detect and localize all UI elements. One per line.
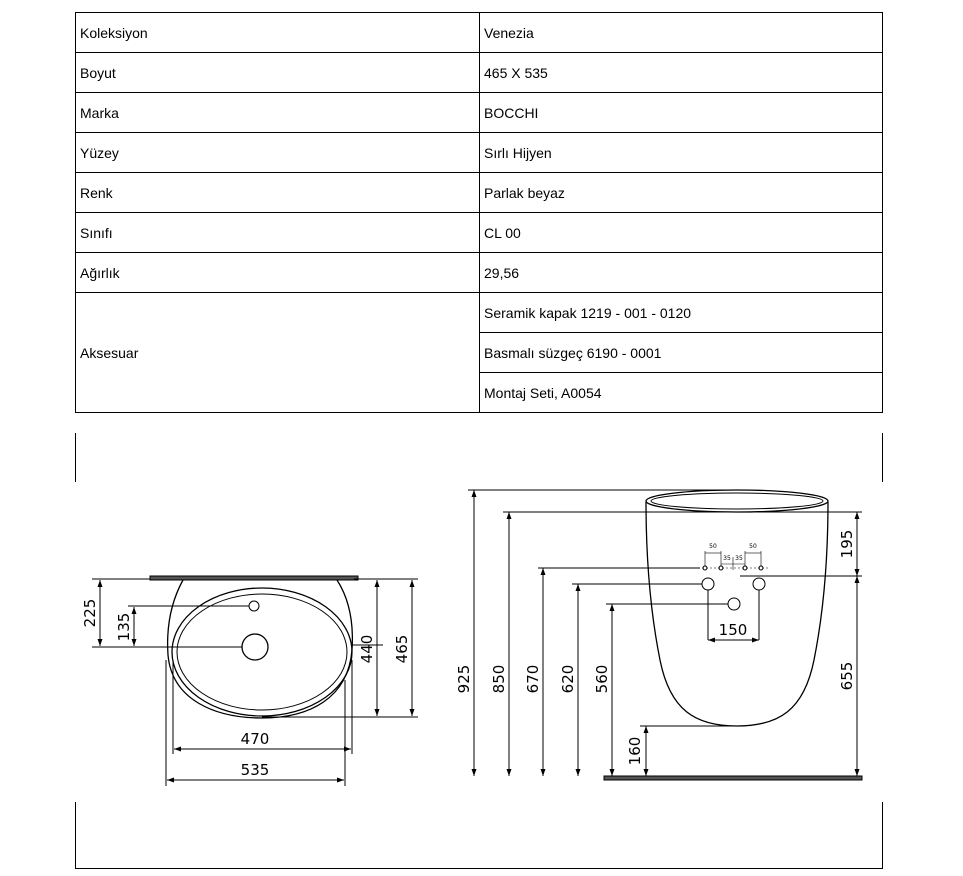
spec-label: Koleksiyon — [76, 13, 480, 53]
dim-850 — [507, 512, 512, 776]
spec-label: Ağırlık — [76, 253, 480, 293]
spec-value: CL 00 — [480, 213, 883, 253]
spec-value: Parlak beyaz — [480, 173, 883, 213]
dim-label-620: 620 — [559, 664, 577, 694]
side-hole-drain — [728, 598, 740, 610]
tap-hole — [249, 601, 259, 611]
drain-hole — [242, 634, 268, 660]
fixing-dimensions — [698, 551, 768, 570]
wall-line — [150, 576, 358, 580]
floor-line — [604, 776, 862, 780]
dim-label-470: 470 — [240, 730, 270, 748]
dim-label-440: 440 — [358, 634, 376, 664]
bowl-outer-ellipse — [172, 588, 352, 716]
side-hole-left — [702, 578, 714, 590]
side-hole-right — [753, 578, 765, 590]
dim-925 — [472, 490, 477, 776]
spec-value: 465 X 535 — [480, 53, 883, 93]
bowl-rim-inner — [651, 493, 823, 509]
spec-label: Yüzey — [76, 133, 480, 173]
dim-label-195: 195 — [838, 529, 856, 559]
accessory-item: Seramik kapak 1219 - 001 - 0120 — [480, 293, 883, 333]
top-view-drawing — [81, 576, 418, 786]
spec-label: Boyut — [76, 53, 480, 93]
dim-label-50a: 50 — [709, 543, 717, 550]
dim-label-465: 465 — [393, 634, 411, 664]
spec-value: 29,56 — [480, 253, 883, 293]
dim-label-135: 135 — [115, 612, 133, 642]
dim-label-670: 670 — [524, 664, 542, 694]
accessory-item: Montaj Seti, A0054 — [480, 373, 883, 413]
side-view-drawing — [455, 490, 862, 780]
dim-label-160: 160 — [626, 736, 644, 766]
dim-label-225: 225 — [81, 598, 99, 628]
dim-label-35b: 35 — [735, 555, 743, 562]
dim-label-535: 535 — [240, 761, 270, 779]
dim-label-150: 150 — [718, 621, 748, 639]
spec-label: Marka — [76, 93, 480, 133]
bowl-inner-ellipse — [177, 594, 347, 710]
dim-label-925: 925 — [455, 664, 473, 694]
spec-value: Venezia — [480, 13, 883, 53]
dim-label-850: 850 — [490, 664, 508, 694]
spec-value: Sırlı Hijyen — [480, 133, 883, 173]
dim-label-50b: 50 — [749, 543, 757, 550]
dim-label-35a: 35 — [723, 555, 731, 562]
spec-label: Sınıfı — [76, 213, 480, 253]
dim-160 — [644, 726, 649, 776]
dim-label-560: 560 — [593, 664, 611, 694]
accessory-item: Basmalı süzgeç 6190 - 0001 — [480, 333, 883, 373]
accessory-label: Aksesuar — [76, 293, 480, 413]
spec-value: BOCCHI — [480, 93, 883, 133]
spec-label: Renk — [76, 173, 480, 213]
bowl-body — [646, 502, 828, 726]
dim-label-655: 655 — [838, 661, 856, 691]
